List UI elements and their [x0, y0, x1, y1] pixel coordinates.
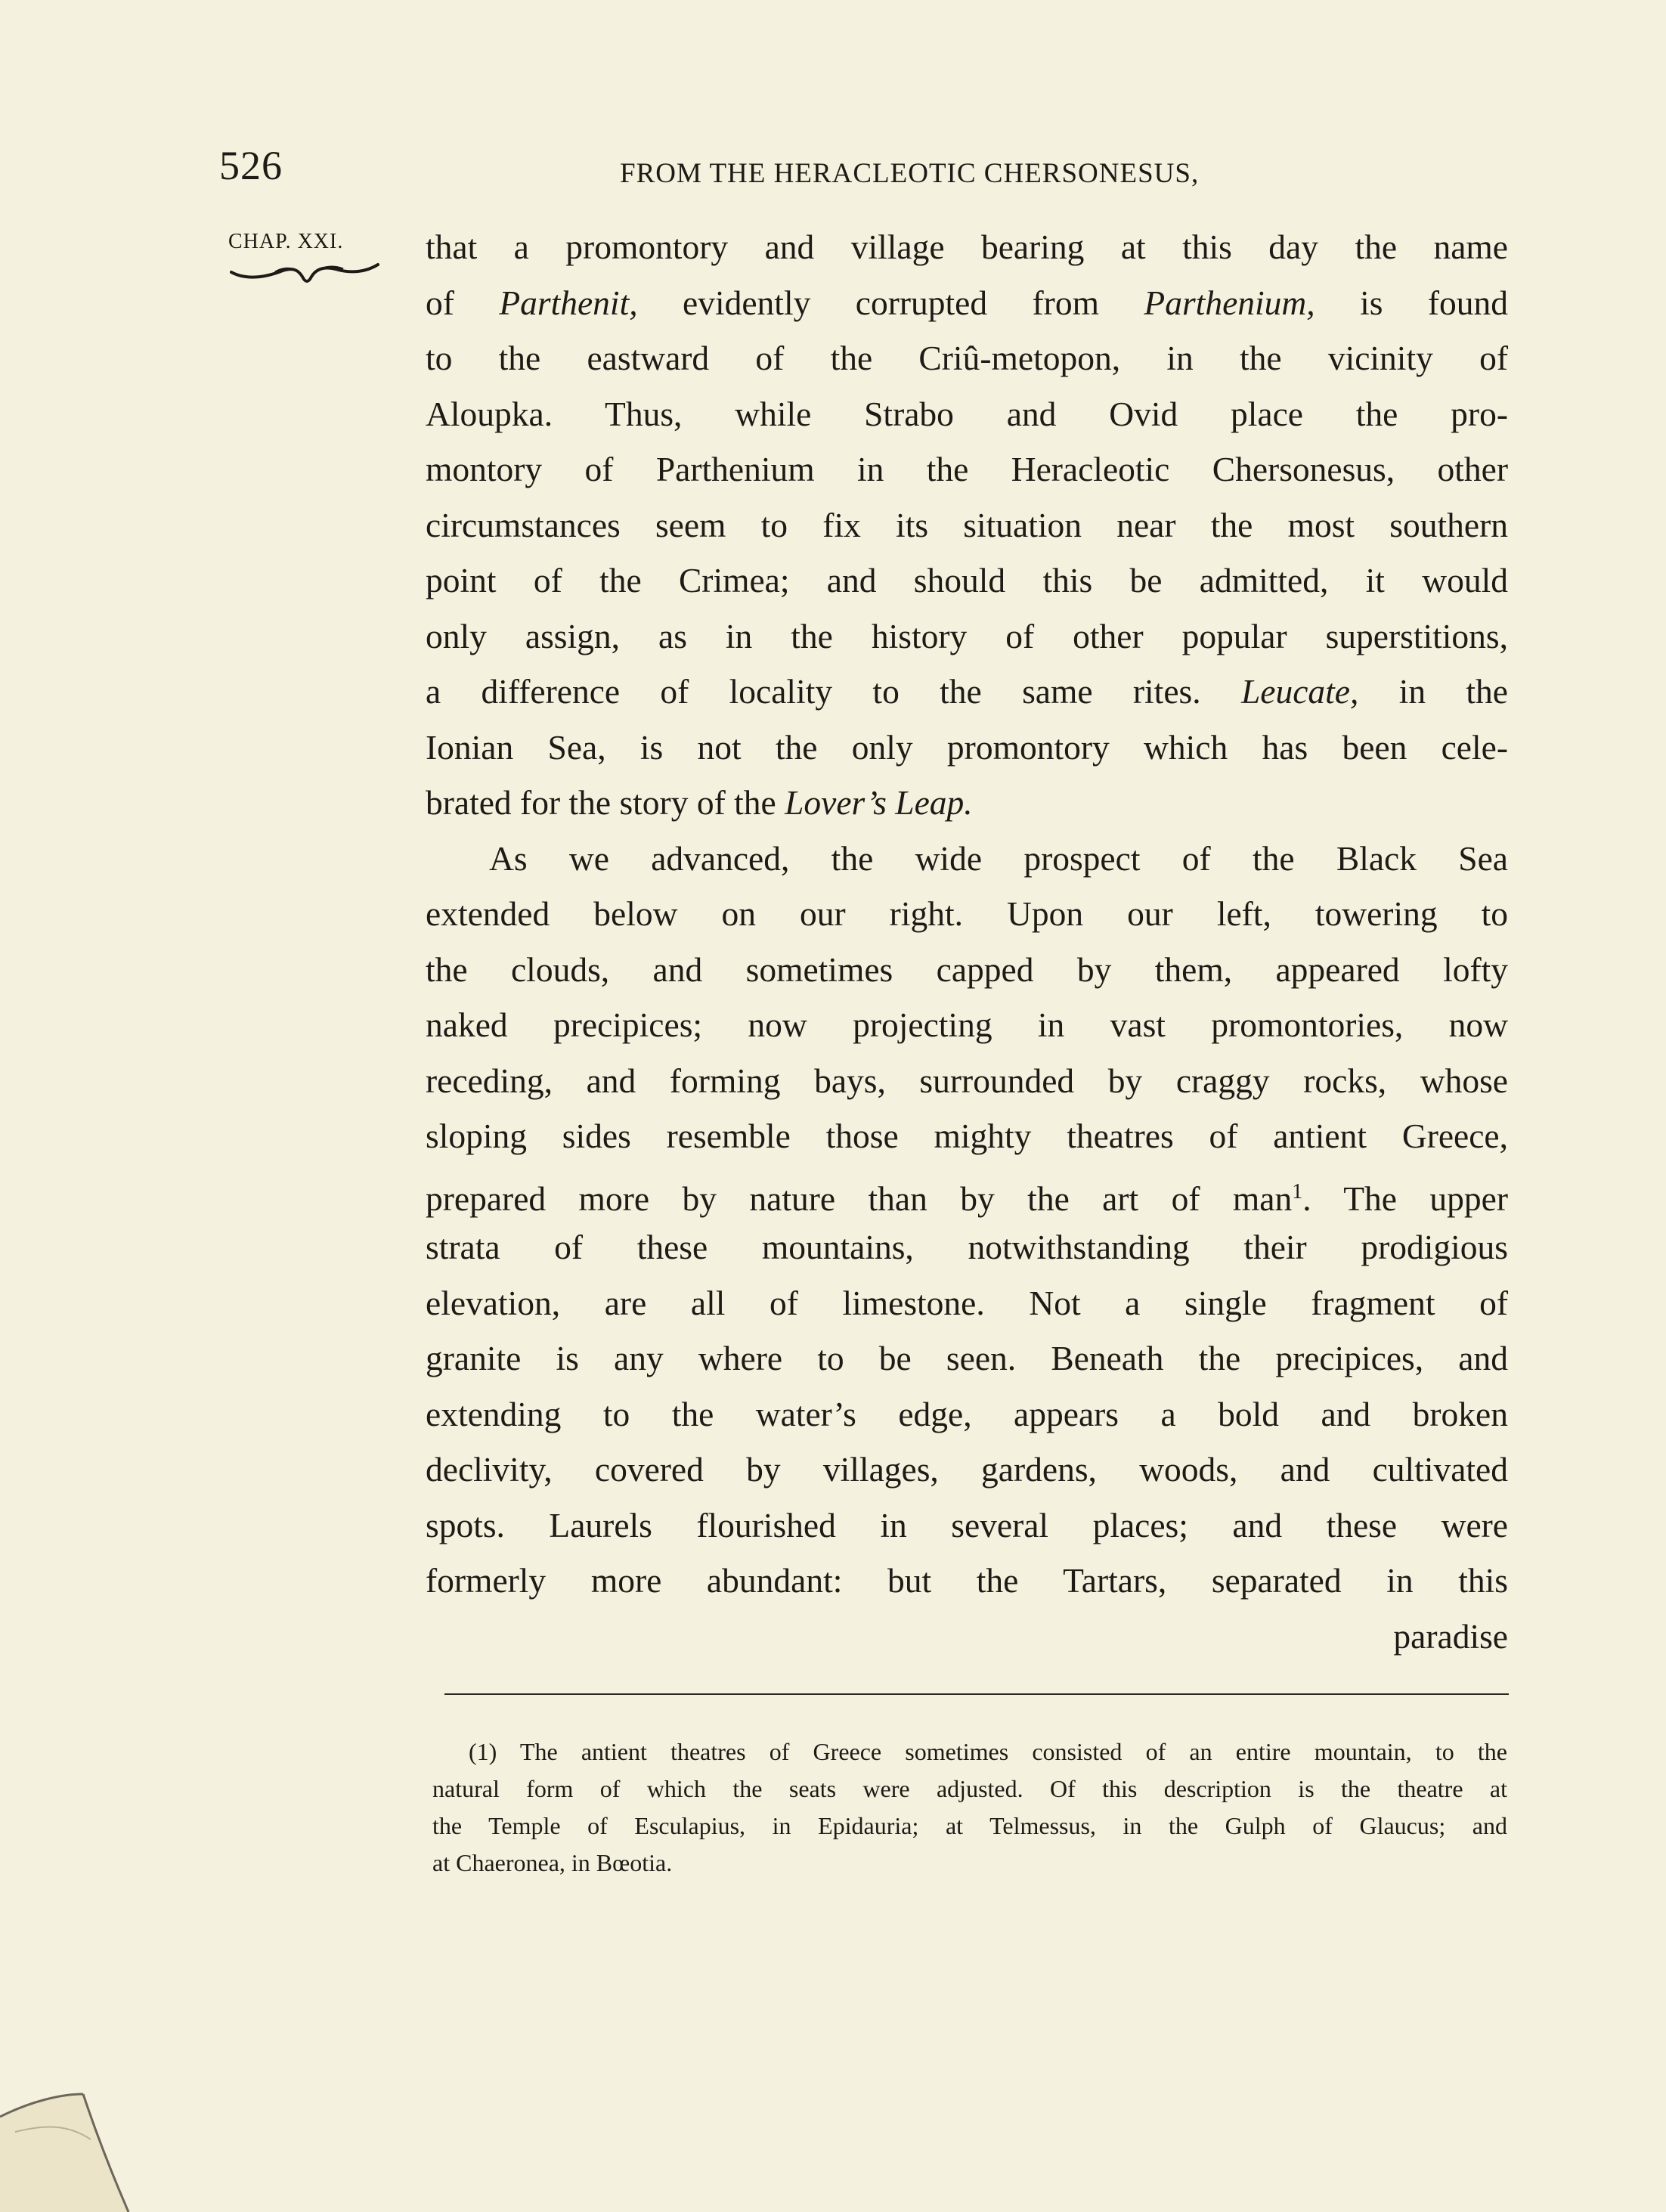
- text-segment: granite is any where to be seen. Beneath the precipices, and: [426, 1339, 1508, 1377]
- text-segment: elevation, are all of limestone. Not a single fragment of: [426, 1283, 1508, 1322]
- text-segment: formerly more abundant: but the Tartars, separated in this: [426, 1561, 1508, 1600]
- text-line: [426, 1053, 1508, 1109]
- text-line: [426, 1164, 1508, 1220]
- body-text: [426, 219, 1508, 1664]
- italic-term: Leucate,: [1240, 672, 1359, 711]
- running-head: FROM THE HERACLEOTIC CHERSONESUS,: [620, 158, 1200, 189]
- text-line: [426, 275, 1508, 331]
- italic-term: Parthenium,: [1144, 283, 1315, 322]
- text-line: [426, 664, 1508, 720]
- text-segment: Aloupka. Thus, while Strabo and Ovid place the pro-: [426, 394, 1508, 433]
- italic-term: Parthenit,: [499, 283, 638, 322]
- footnote-rule: [444, 1693, 1509, 1695]
- footnotes: [432, 1733, 1507, 1882]
- text-segment: montory of Parthenium in the Heracleotic Chersonesus, other: [426, 450, 1508, 488]
- text-segment: strata of these mountains, notwithstanding their prodigious: [426, 1228, 1508, 1266]
- text-line: [426, 831, 1508, 887]
- text-line: [426, 942, 1508, 998]
- text-segment: to the eastward of the Criû-metopon, in the vicinity of: [426, 339, 1508, 377]
- text-segment: brated for the story of the: [426, 783, 785, 822]
- ornament-flourish-icon: [230, 262, 379, 287]
- footnote-line: the Temple of Esculapius, in Epidauria; at Telmessus, in the Gulph of Glaucus; and: [432, 1812, 1507, 1839]
- text-segment: receding, and forming bays, surrounded by craggy rocks, whose: [426, 1061, 1508, 1100]
- text-segment: As we advanced, the wide prospect of the Black Sea: [489, 838, 1508, 878]
- text-segment: . The upper: [1302, 1179, 1508, 1218]
- text-line: [426, 775, 1508, 831]
- text-line: [426, 997, 1508, 1053]
- text-line: [426, 1498, 1508, 1554]
- text-line: [426, 1553, 1508, 1609]
- text-segment: a difference of locality to the same rites.: [426, 672, 1241, 711]
- text-segment: declivity, covered by villages, gardens, woods, and cultivated: [426, 1450, 1508, 1489]
- text-line: [426, 219, 1508, 275]
- text-line: [426, 1609, 1508, 1665]
- text-segment: of: [426, 283, 500, 322]
- text-line: [426, 441, 1508, 497]
- text-line: [426, 553, 1508, 609]
- footnote-line: at Chaeronea, in Bœotia.: [432, 1849, 673, 1876]
- text-segment: extending to the water’s edge, appears a bold and broken: [426, 1394, 1508, 1433]
- text-segment: only assign, as in the history of other popular superstitions,: [426, 616, 1508, 655]
- text-line: [426, 1442, 1508, 1498]
- text-line: [426, 1219, 1508, 1275]
- text-line: [426, 330, 1508, 386]
- text-segment: evidently corrupted from: [637, 283, 1144, 322]
- text-segment: prepared more by nature than by the art of man: [426, 1179, 1293, 1218]
- page-curl-icon: [0, 2071, 136, 2212]
- text-segment: is found: [1315, 283, 1509, 322]
- text-line: [426, 1331, 1508, 1386]
- footnote-line: natural form of which the seats were adjusted. Of this description is the theatre at: [432, 1775, 1507, 1802]
- page-number: 526: [219, 143, 283, 188]
- text-segment: paradise: [1393, 1616, 1508, 1656]
- text-segment: sloping sides resemble those mighty theatres of antient Greece,: [426, 1117, 1508, 1155]
- text-line: [426, 497, 1508, 553]
- text-segment: Ionian Sea, is not the only promontory which has been cele-: [426, 727, 1508, 767]
- text-line: [426, 386, 1508, 442]
- chapter-margin-note: CHAP. XXI.: [228, 230, 344, 253]
- footnote-line: (1) The antient theatres of Greece sometimes consisted of an entire mountain, to the: [469, 1738, 1507, 1765]
- text-segment: extended below on our right. Upon our left, towering to: [426, 894, 1508, 933]
- text-line: [426, 609, 1508, 665]
- text-segment: point of the Crimea; and should this be admitted, it would: [426, 561, 1508, 599]
- text-line: [426, 1108, 1508, 1164]
- text-segment: that a promontory and village bearing at this day the name: [426, 228, 1508, 266]
- text-segment: spots. Laurels flourished in several places; and these were: [426, 1505, 1508, 1544]
- text-line: [426, 720, 1508, 776]
- text-segment: in the: [1358, 672, 1508, 711]
- text-line: [426, 1386, 1508, 1442]
- text-segment: naked precipices; now projecting in vast promontories, now: [426, 1005, 1508, 1044]
- footnote-ref: 1: [1292, 1179, 1303, 1204]
- text-segment: circumstances seem to fix its situation near the most southern: [426, 505, 1508, 544]
- text-line: [426, 886, 1508, 942]
- italic-term: Lover’s Leap.: [785, 783, 973, 822]
- text-line: [426, 1275, 1508, 1331]
- text-segment: the clouds, and sometimes capped by them, appeared lofty: [426, 950, 1508, 989]
